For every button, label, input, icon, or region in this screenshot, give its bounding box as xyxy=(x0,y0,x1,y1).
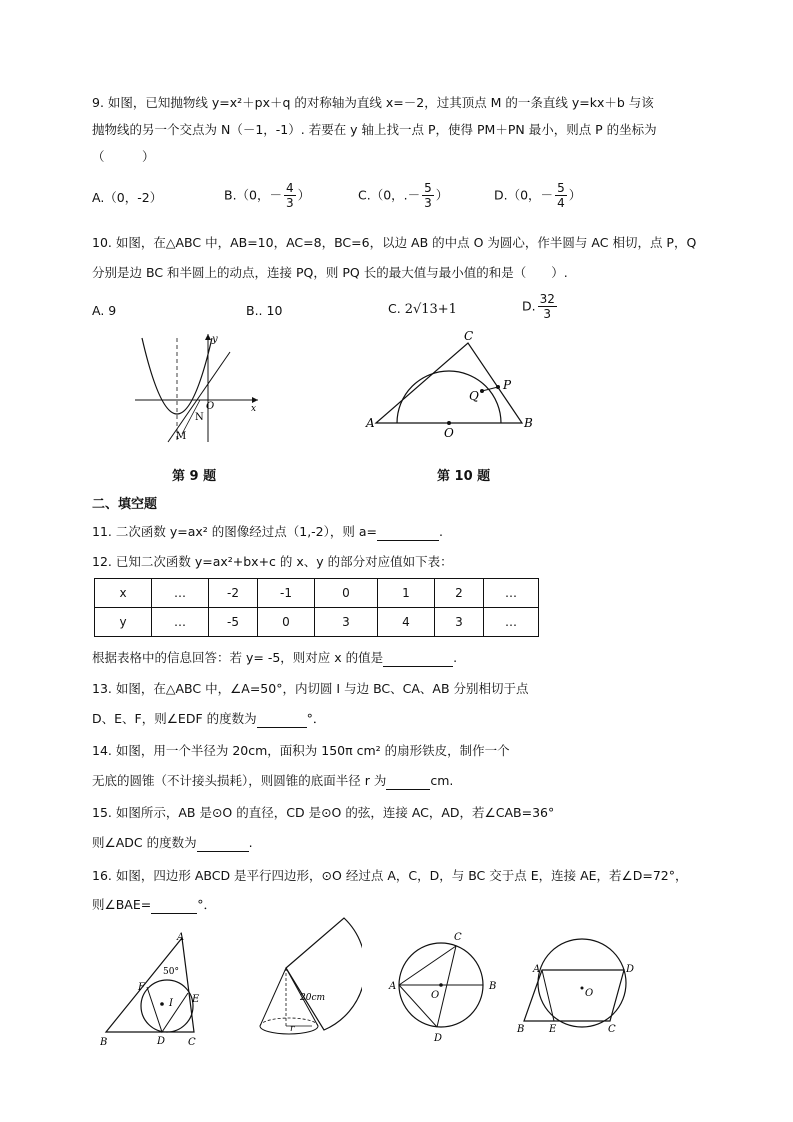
q10-line2: 分别是边 BC 和半圆上的动点，连接 PQ，则 PQ 长的最大值与最小值的和是（ ）. xyxy=(92,265,568,280)
q14-line1: 14. 如图，用一个半径为 20cm，面积为 150π cm² 的扇形铁皮，制作一个 xyxy=(92,743,510,758)
fig10-label-a: A xyxy=(366,416,375,430)
fig9-y-arrow xyxy=(205,334,211,340)
fig16-label-c: C xyxy=(608,1024,616,1035)
q16-answer-blank[interactable] xyxy=(151,913,197,914)
fig10-label-p: P xyxy=(503,378,512,392)
fig13-label-e: E xyxy=(192,994,200,1005)
fig16-label-a: A xyxy=(533,964,541,975)
q15-line1: 15. 如图所示，AB 是⊙O 的直径，CD 是⊙O 的弦，连接 AC，AD，若∠CAB=36° xyxy=(92,805,555,820)
table-cell: … xyxy=(484,579,539,608)
q10-line1: 10. 如图，在△ABC 中，AB=10，AC=8，BC=6，以边 AB 的中点 O 为圆心，作半圆与 AC 相切，点 P，Q xyxy=(92,235,697,250)
q9-line1: 9. 如图，已知抛物线 y=x²＋px＋q 的对称轴为直线 x=－2，过其顶点 M 的一条直线 y=kx＋b 与该 xyxy=(92,95,654,110)
fig14-base-front xyxy=(260,1026,318,1034)
q16-line2: 则∠BAE= °． xyxy=(92,897,216,912)
fig15-label-b: B xyxy=(489,981,497,992)
fig13-label-d: D xyxy=(157,1036,166,1047)
fig15-label-a: A xyxy=(389,981,397,992)
fig16-circle xyxy=(538,939,626,1027)
fig15-chord-cd xyxy=(437,946,456,1027)
fig9-parabola-diagram xyxy=(130,330,265,445)
fig14-label-r: r xyxy=(290,1024,295,1034)
table-cell: 0 xyxy=(258,608,315,637)
fig13-triangle xyxy=(106,938,194,1032)
fig9-label-n: N xyxy=(195,412,204,423)
fig14-label-radius: 20cm xyxy=(300,993,326,1003)
table-cell: 2 xyxy=(435,579,484,608)
table-row-y xyxy=(95,608,539,637)
table-cell: x xyxy=(95,579,152,608)
fig10-label-q: Q xyxy=(469,389,479,403)
q10-option-c: C. 2√13+1 xyxy=(388,301,457,317)
fig10-label-b: B xyxy=(524,416,533,430)
fig13-triangle-def xyxy=(147,987,188,1032)
fig10-semicircle xyxy=(397,371,501,423)
q12-answer-blank[interactable] xyxy=(383,666,453,667)
fig16-parallelogram xyxy=(524,970,624,1021)
fig14-cone-diagram xyxy=(252,910,362,1040)
q9-option-b: B.（0，－ $\frac{4}{3}$ ） xyxy=(224,181,311,210)
table-cell: … xyxy=(152,579,209,608)
table-cell: -2 xyxy=(209,579,258,608)
q15-line2: 则∠ADC 的度数为 . xyxy=(92,835,253,850)
fig10-point-q xyxy=(480,389,484,393)
fig13-label-c: C xyxy=(188,1037,196,1048)
fig10-caption: 第 10 题 xyxy=(437,469,491,484)
table-cell: 1 xyxy=(378,579,435,608)
fig16-label-d: D xyxy=(626,964,635,975)
section-title-fill-blank: 二、填空题 xyxy=(92,497,158,512)
q9-line3: （ ） xyxy=(92,149,155,164)
fig13-angle-label: 50° xyxy=(163,967,179,977)
fig10-label-o: O xyxy=(444,426,454,440)
fig10-label-c: C xyxy=(464,330,474,343)
fig15-chord-ac xyxy=(399,946,456,985)
table-cell: 0 xyxy=(315,579,378,608)
fig9-label-x: x xyxy=(251,404,257,414)
fig15-label-c: C xyxy=(454,932,462,943)
fig16-label-e: E xyxy=(549,1024,557,1035)
q11-line: 11. 二次函数 y=ax² 的图像经过点（1,-2），则 a= . xyxy=(92,524,443,539)
q14-answer-blank[interactable] xyxy=(386,789,430,790)
table-cell: … xyxy=(152,608,209,637)
fig15-label-o: O xyxy=(431,990,440,1001)
fig16-segment-ae xyxy=(542,970,554,1021)
fig10-point-o xyxy=(447,421,451,425)
fig16-parallelogram-diagram xyxy=(512,930,642,1040)
fig16-label-b: B xyxy=(517,1024,525,1035)
q12-value-table xyxy=(94,578,539,637)
q13-answer-blank[interactable] xyxy=(257,727,307,728)
fig13-label-a: A xyxy=(177,932,185,943)
q10-option-b: B.. 10 xyxy=(246,303,283,318)
fig10-point-p xyxy=(496,385,500,389)
fig13-point-i xyxy=(160,1002,164,1006)
fig14-cone-left xyxy=(260,968,286,1026)
fig14-sector xyxy=(286,918,362,1030)
q13-line1: 13. 如图，在△ABC 中，∠A=50°，内切圆 I 与边 BC、CA、AB 分别相切于点 xyxy=(92,681,529,696)
fig14-base-back xyxy=(260,1018,318,1026)
q10-option-d: D. $\frac{32}{3}$ xyxy=(522,292,555,321)
q9-option-a: A.（0，-2） xyxy=(92,190,163,205)
fig9-label-o: O xyxy=(206,401,215,412)
table-cell: 3 xyxy=(315,608,378,637)
q12-question: 根据表格中的信息回答：若 y= -5，则对应 x 的值是 . xyxy=(92,650,458,665)
fig15-circle-diagram xyxy=(385,924,505,1050)
fig9-x-arrow xyxy=(252,397,258,403)
fig15-point-o xyxy=(439,983,443,987)
table-cell: y xyxy=(95,608,152,637)
fig13-label-f: F xyxy=(138,982,145,993)
fig15-label-d: D xyxy=(434,1033,443,1044)
table-cell: 4 xyxy=(378,608,435,637)
q15-answer-blank[interactable] xyxy=(197,851,249,852)
fig9-caption: 第 9 题 xyxy=(172,469,217,484)
table-cell: -5 xyxy=(209,608,258,637)
fig9-label-m: M xyxy=(176,431,187,442)
q10-option-a: A. 9 xyxy=(92,303,117,318)
q11-answer-blank[interactable] xyxy=(377,540,439,541)
q12-line: 12. 已知二次函数 y=ax²+bx+c 的 x、y 的部分对应值如下表： xyxy=(92,554,453,569)
fig9-label-y: y xyxy=(212,334,218,345)
q9-line2: 抛物线的另一个交点为 N（－1，-1）. 若要在 y 轴上找一点 P，使得 PM＋PN 最小，则点 P 的坐标为 xyxy=(92,122,657,137)
q9-option-c: C.（0，.－ $\frac{5}{3}$ ） xyxy=(358,181,449,210)
fig13-label-b: B xyxy=(100,1037,108,1048)
q14-line2: 无底的圆锥（不计接头损耗），则圆锥的底面半径 r 为 cm. xyxy=(92,773,454,788)
q13-line2: D、E、F，则∠EDF 的度数为 °． xyxy=(92,711,326,726)
q9-option-d: D.（0，－ $\frac{5}{4}$ ） xyxy=(494,181,582,210)
table-cell: -1 xyxy=(258,579,315,608)
fig16-label-o: O xyxy=(585,988,594,999)
fig16-point-o xyxy=(581,987,584,990)
table-cell: 3 xyxy=(435,608,484,637)
table-cell: … xyxy=(484,608,539,637)
fig10-triangle-diagram xyxy=(360,330,545,440)
fig13-label-i: I xyxy=(169,998,173,1009)
fig13-incircle-diagram xyxy=(100,926,210,1048)
q16-line1: 16. 如图，四边形 ABCD 是平行四边形，⊙O 经过点 A，C，D，与 BC 交于点 E，连接 AE，若∠D=72°， xyxy=(92,868,688,883)
table-row-x xyxy=(95,579,539,608)
